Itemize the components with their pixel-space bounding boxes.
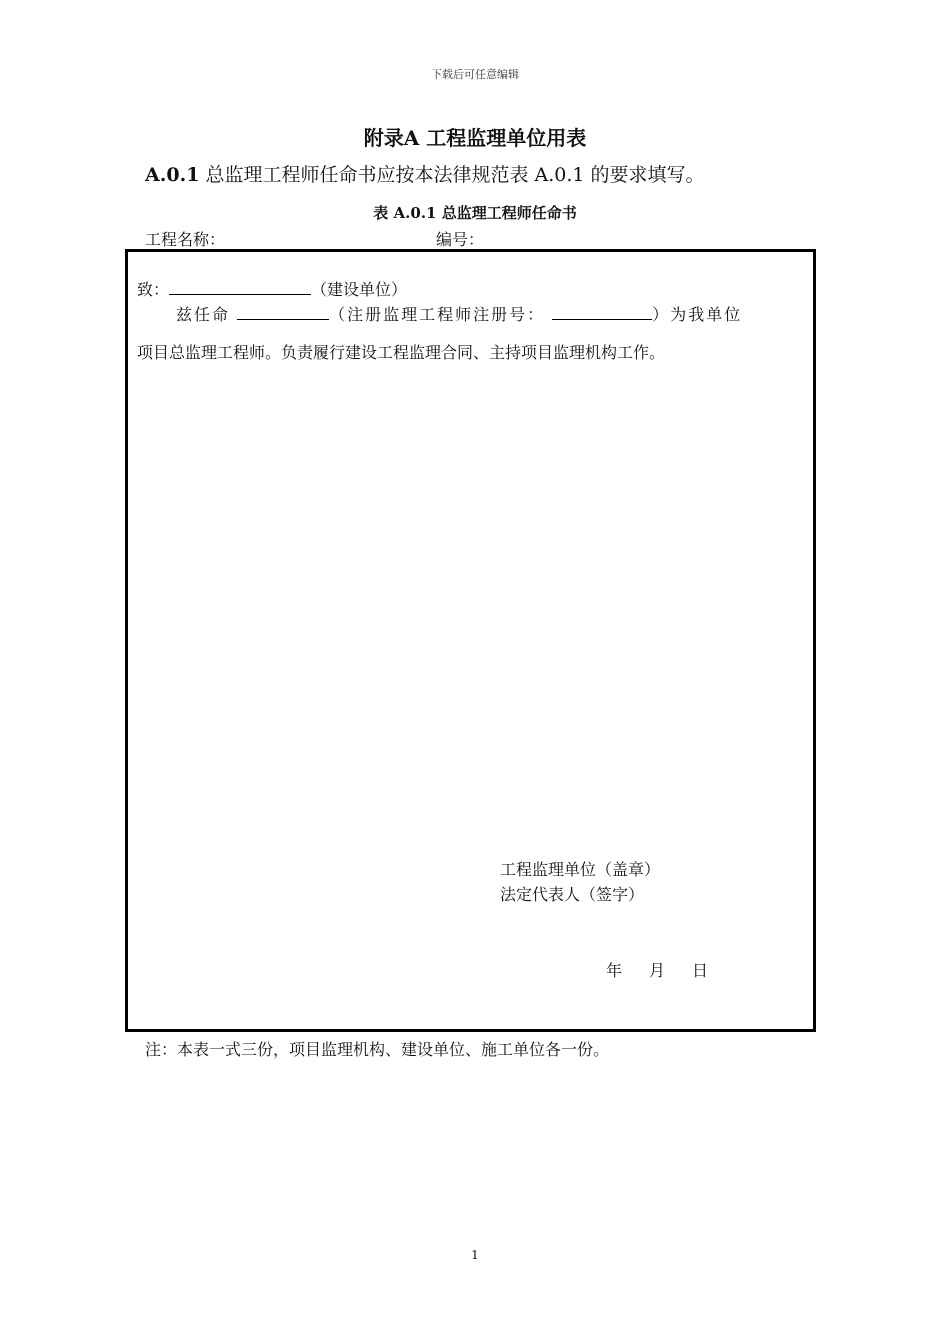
supervision-unit-seal: 工程监理单位（盖章）: [500, 860, 661, 879]
clause-number: A.0.1: [145, 164, 200, 186]
project-name-label: 工程名称：: [145, 230, 226, 249]
addressee-line: [137, 276, 407, 300]
clause-paragraph: [145, 160, 705, 187]
date-year: 年: [606, 961, 623, 980]
legal-representative-signature: 法定代表人（签字）: [500, 885, 645, 904]
appointee-name-blank[interactable]: [237, 301, 329, 320]
date-month: 月: [649, 961, 666, 980]
appointment-line-2: 项目总监理工程师。负责履行建设工程监理合同、主持项目监理机构工作。: [137, 343, 666, 362]
serial-number-label: 编号：: [436, 230, 485, 249]
clause-text: 总监理工程师任命书应按本法律规范表 A.0.1 的要求填写。: [199, 164, 705, 186]
page-number: 1: [471, 1248, 479, 1262]
table-caption: 表 A.0.1 总监理工程师任命书: [373, 204, 577, 222]
appointment-form: [125, 249, 816, 1032]
date-day: 日: [692, 961, 709, 980]
header-note: 下载后可任意编辑: [431, 68, 519, 81]
appoint-suffix: ）为我单位: [652, 305, 743, 324]
owner-unit-blank[interactable]: [169, 276, 311, 295]
appoint-prefix: 兹任命: [176, 305, 231, 324]
appointment-line: [176, 301, 742, 325]
owner-unit-suffix: （建设单位）: [311, 280, 408, 299]
appoint-middle: （注册监理工程师注册号：: [329, 305, 546, 324]
footer-note: 注：本表一式三份，项目监理机构、建设单位、施工单位各一份。: [145, 1040, 610, 1059]
registration-number-blank[interactable]: [552, 301, 652, 320]
to-label: 致：: [137, 280, 170, 299]
appendix-title: 附录A 工程监理单位用表: [363, 126, 587, 150]
